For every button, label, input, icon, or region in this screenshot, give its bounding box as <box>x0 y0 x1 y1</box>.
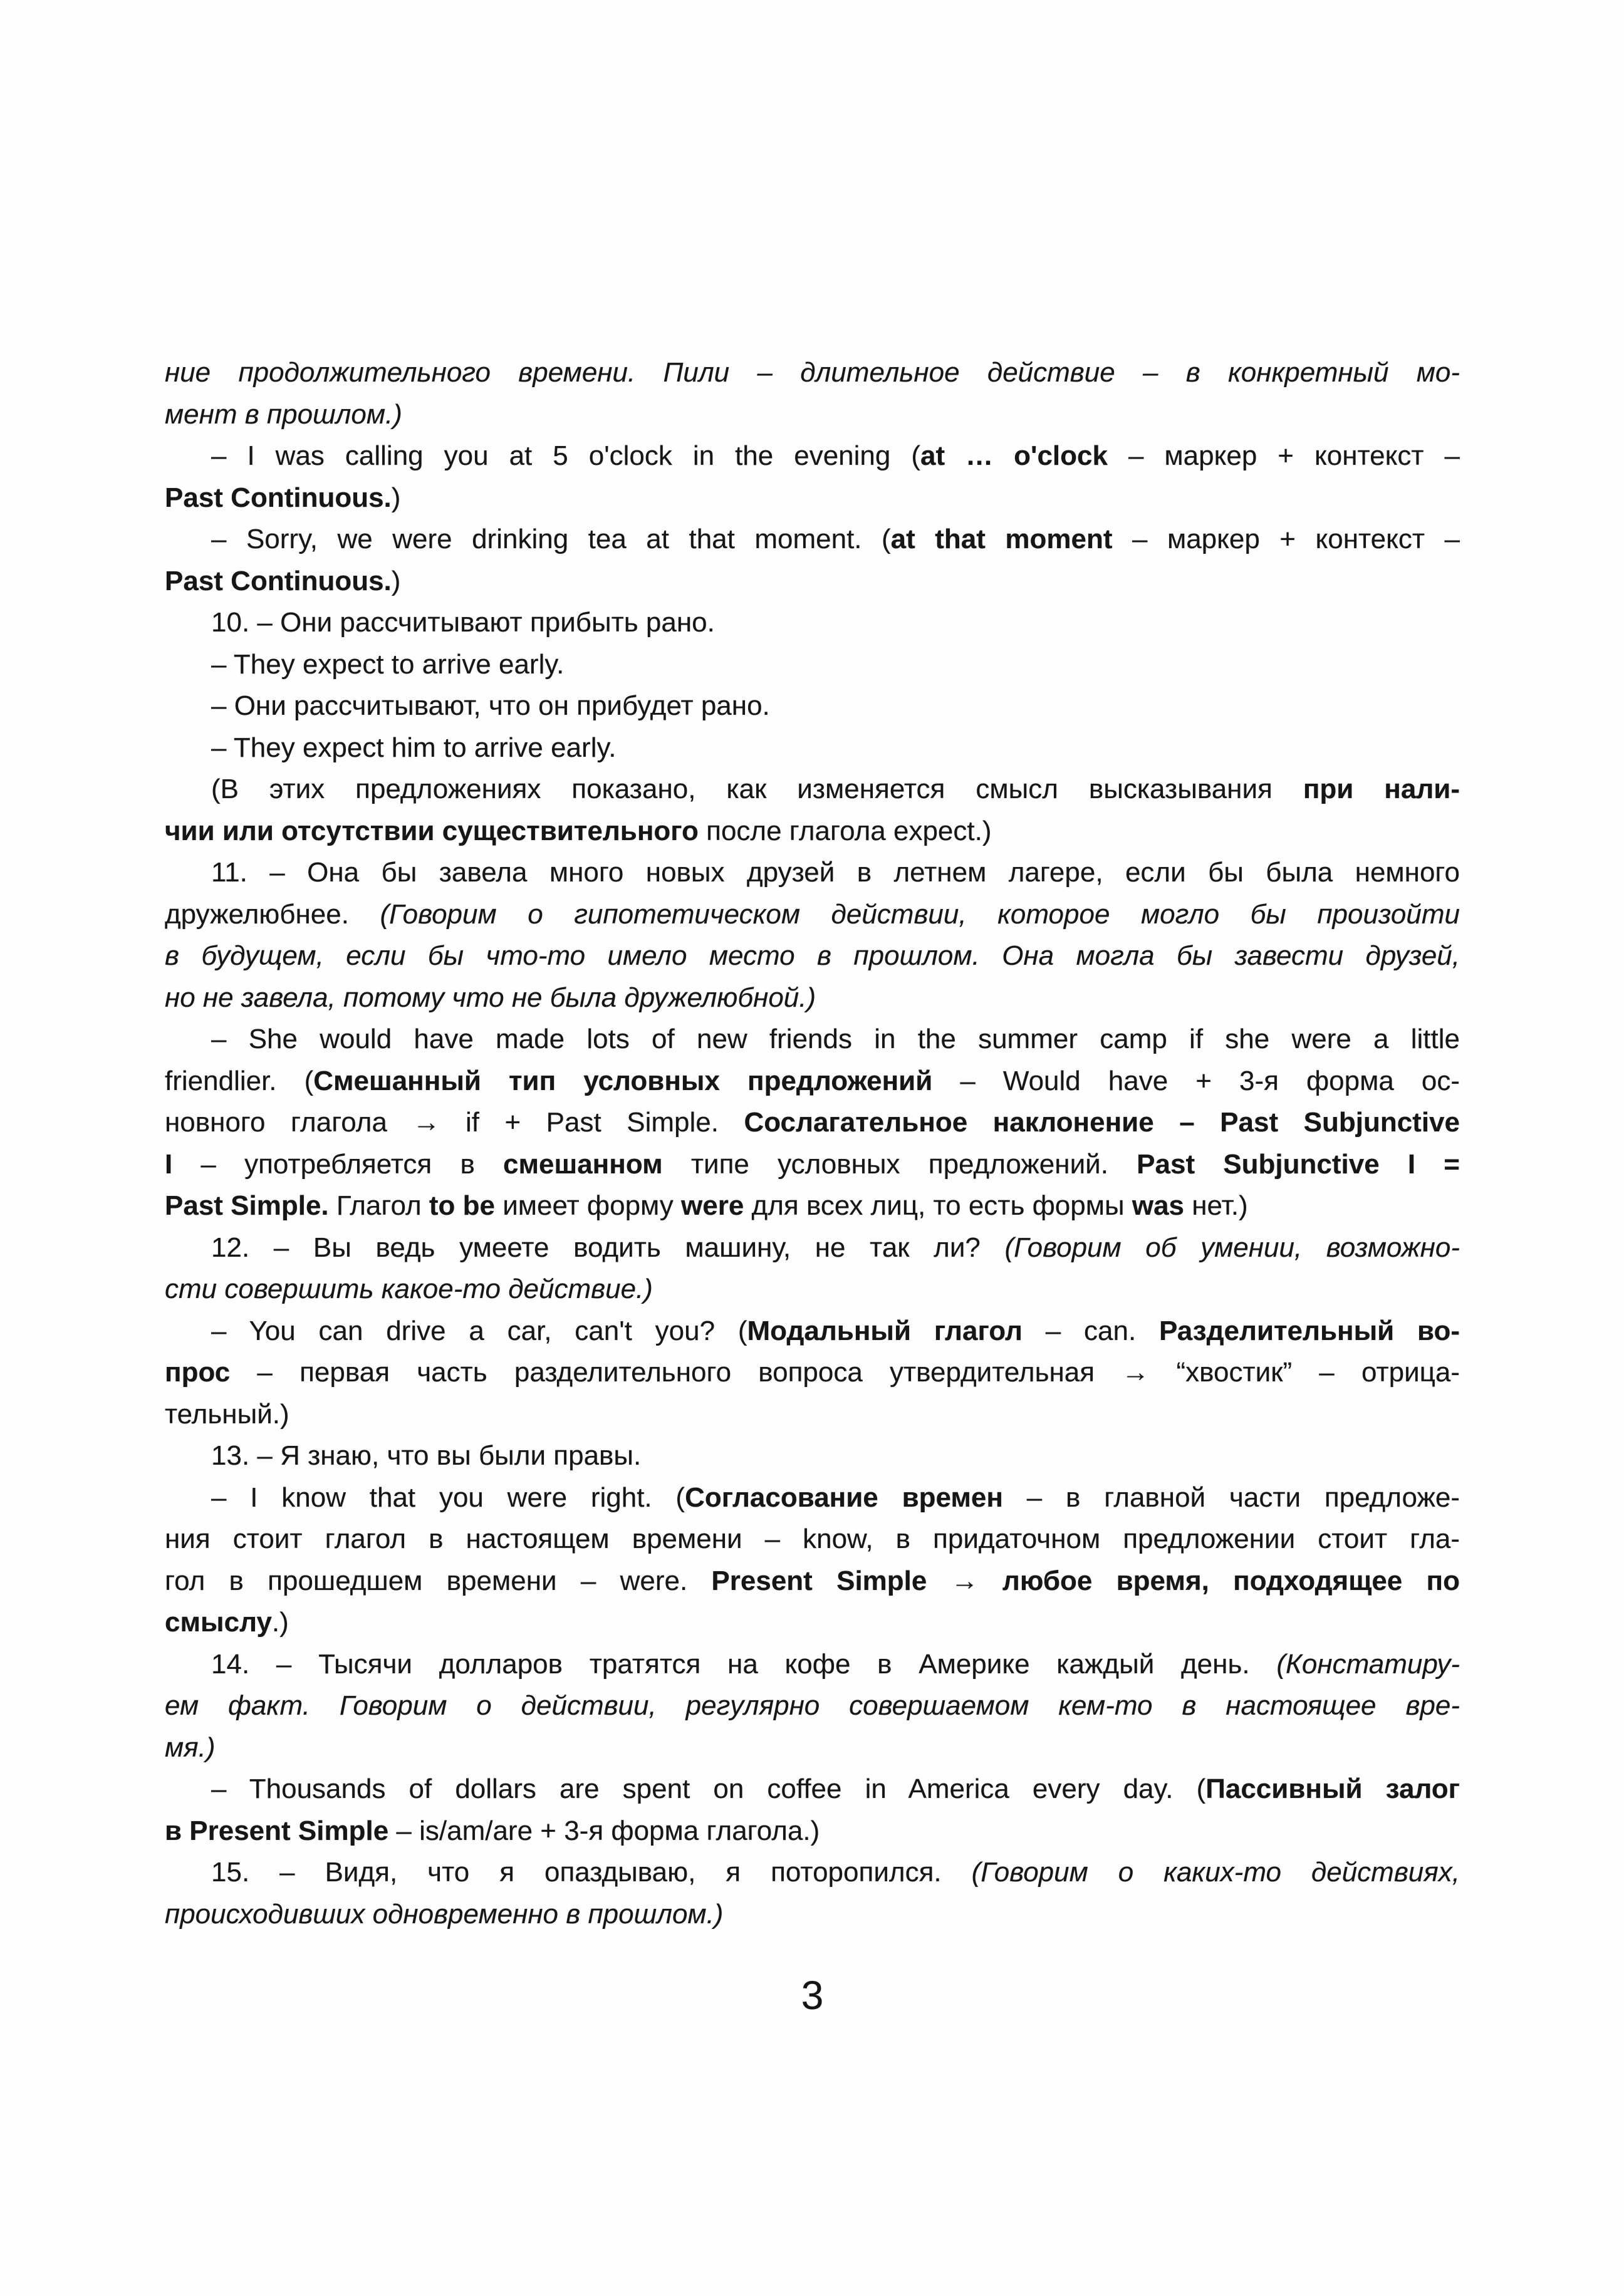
text-block <box>165 352 1460 1935</box>
text-segment: мя.) <box>165 1732 216 1763</box>
text-segment: (Говорим о каких-то действиях, <box>971 1857 1460 1888</box>
text-line <box>165 1185 1460 1227</box>
text-segment: – I was calling you at 5 o'clock in the evening ( <box>211 440 920 471</box>
page-number: 3 <box>801 1973 824 2018</box>
text-line <box>165 1602 1460 1644</box>
text-line <box>165 977 1460 1019</box>
text-line <box>165 644 1460 686</box>
text-segment: Сослагательное наклонение – Past Subjunctive <box>744 1107 1460 1138</box>
text-segment: were <box>681 1190 744 1221</box>
text-line <box>165 1019 1460 1061</box>
text-segment: ) <box>391 565 401 596</box>
text-line <box>165 685 1460 727</box>
text-line <box>165 811 1460 853</box>
text-line <box>165 602 1460 644</box>
text-segment: – в главной части предложе- <box>1002 1482 1460 1513</box>
text-segment: Past Subjunctive I = <box>1137 1148 1460 1180</box>
text-segment: ем факт. Говорим о действии, регулярно совершаемом кем-то в настоящее вре- <box>165 1690 1460 1721</box>
text-segment: – первая часть разделительного вопроса утвердительная → “хвостик” – отрица- <box>230 1357 1460 1388</box>
text-segment: прос <box>165 1357 231 1388</box>
text-line <box>165 727 1460 769</box>
text-segment: 14. – Тысячи долларов тратятся на кофе в Америке каждый день. <box>211 1648 1277 1680</box>
text-segment: в будущем, если бы что-то имело место в прошлом. Она могла бы завести друзей, <box>165 940 1460 971</box>
text-line <box>165 1477 1460 1519</box>
text-segment: I <box>165 1148 173 1180</box>
text-segment: типе условных предложений. <box>662 1148 1137 1180</box>
text-segment: при нали- <box>1303 774 1460 804</box>
text-segment: тельный.) <box>165 1398 289 1430</box>
text-segment: происходивших одновременно в прошлом.) <box>165 1898 724 1930</box>
text-segment: – Они рассчитывают, что он прибудет рано. <box>211 690 770 721</box>
text-line <box>165 561 1460 603</box>
text-line <box>165 1519 1460 1561</box>
text-line <box>165 477 1460 519</box>
text-segment: (Говорим о гипотетическом действии, которое могло бы произойти <box>380 898 1460 930</box>
text-segment: – She would have made lots of new friends in the summer camp if she were a little <box>211 1024 1460 1054</box>
text-segment: 13. – Я знаю, что вы были правы. <box>211 1440 642 1471</box>
text-segment: Present Simple → любое время, подходящее по <box>711 1565 1460 1596</box>
text-segment: (Говорим об умении, возможно- <box>1004 1232 1460 1263</box>
text-segment: friendlier. ( <box>165 1065 314 1096</box>
text-line <box>165 1561 1460 1603</box>
text-segment: Past Continuous. <box>165 565 392 596</box>
text-segment: но не завела, потому что не была дружелюбной.) <box>165 982 816 1013</box>
text-line <box>165 435 1460 477</box>
text-segment: – Sorry, we were drinking tea at that moment. ( <box>211 524 891 554</box>
text-segment: – маркер + контекст – <box>1107 440 1460 471</box>
text-segment: Past Continuous. <box>165 482 392 513</box>
text-segment: новного глагола → if + Past Simple. <box>165 1107 744 1138</box>
text-segment: – You can drive a car, can't you? ( <box>211 1315 747 1346</box>
text-line <box>165 935 1460 977</box>
text-segment: – Would have + 3-я форма ос- <box>932 1065 1460 1096</box>
text-segment: – is/am/are + 3-я форма глагола.) <box>388 1815 820 1846</box>
text-line <box>165 1352 1460 1394</box>
text-segment: смешанном <box>503 1148 663 1180</box>
text-segment: Согласование времен <box>685 1482 1003 1513</box>
text-segment: Модальный глагол <box>747 1315 1023 1346</box>
text-line <box>165 1644 1460 1686</box>
text-segment: (Констатиру- <box>1276 1648 1460 1680</box>
text-line <box>165 1685 1460 1727</box>
text-segment: – They expect him to arrive early. <box>211 732 617 763</box>
text-segment: после глагола expect.) <box>698 815 992 846</box>
text-line <box>165 519 1460 561</box>
text-segment: – I know that you were right. ( <box>211 1482 685 1513</box>
text-segment: 12. – Вы ведь умеете водить машину, не так ли? <box>211 1232 1005 1263</box>
text-segment: Past Simple. <box>165 1190 329 1221</box>
text-segment: – Thousands of dollars are spent on coffee in America every day. ( <box>211 1774 1206 1804</box>
text-line <box>165 1102 1460 1144</box>
text-line <box>165 894 1460 936</box>
text-line <box>165 1852 1460 1894</box>
text-segment: гол в прошедшем времени – were. <box>165 1565 712 1596</box>
text-segment: was <box>1132 1190 1185 1221</box>
text-line <box>165 1435 1460 1477</box>
text-segment: дружелюбнее. <box>165 898 380 930</box>
text-segment: Пассивный залог <box>1205 1774 1460 1804</box>
text-line <box>165 852 1460 894</box>
text-segment: – маркер + контекст – <box>1112 524 1460 554</box>
text-line <box>165 352 1460 394</box>
text-segment: чии или отсутствии существительного <box>165 815 699 846</box>
text-segment: Глагол <box>328 1190 429 1221</box>
text-line <box>165 1769 1460 1810</box>
text-segment: для всех лиц, то есть формы <box>744 1190 1132 1221</box>
text-segment: – can. <box>1022 1315 1159 1346</box>
text-line <box>165 1311 1460 1353</box>
text-segment: ния стоит глагол в настоящем времени – know, в придаточном предложении стоит гла- <box>165 1524 1460 1554</box>
text-segment: ) <box>391 482 401 513</box>
text-line <box>165 1144 1460 1186</box>
text-segment: мент в прошлом.) <box>165 398 402 430</box>
text-segment: – They expect to arrive early. <box>211 648 565 680</box>
text-segment: to be <box>429 1190 495 1221</box>
text-segment: – употребляется в <box>172 1148 504 1180</box>
text-segment: Смешанный тип условных предложений <box>313 1065 933 1096</box>
text-segment: 15. – Видя, что я опаздываю, я поторопился. <box>211 1857 972 1888</box>
text-line <box>165 1061 1460 1103</box>
text-segment: at that moment <box>890 524 1113 554</box>
text-line <box>165 769 1460 811</box>
text-line <box>165 394 1460 436</box>
text-line <box>165 1227 1460 1269</box>
text-segment: (В этих предложениях показано, как изменяется смысл высказывания <box>211 774 1303 804</box>
text-segment: смыслу <box>165 1607 272 1638</box>
text-segment: 11. – Она бы завела много новых друзей в летнем лагере, если бы была немного <box>211 857 1460 888</box>
text-line <box>165 1810 1460 1852</box>
text-line <box>165 1269 1460 1311</box>
text-segment: нет.) <box>1184 1190 1248 1221</box>
text-segment: сти совершить какое-то действие.) <box>165 1274 653 1304</box>
text-segment: 10. – Они рассчитывают прибыть рано. <box>211 607 715 638</box>
text-segment: Разделительный во- <box>1158 1315 1460 1346</box>
text-segment: at … o'clock <box>920 440 1108 471</box>
text-segment: имеет форму <box>495 1190 682 1221</box>
text-line <box>165 1727 1460 1769</box>
text-segment: ние продолжительного времени. Пили – длительное действие – в конкретный мо- <box>165 357 1460 388</box>
text-segment: в Present Simple <box>165 1815 389 1846</box>
text-line <box>165 1394 1460 1436</box>
text-segment: .) <box>271 1607 289 1638</box>
text-line <box>165 1894 1460 1936</box>
